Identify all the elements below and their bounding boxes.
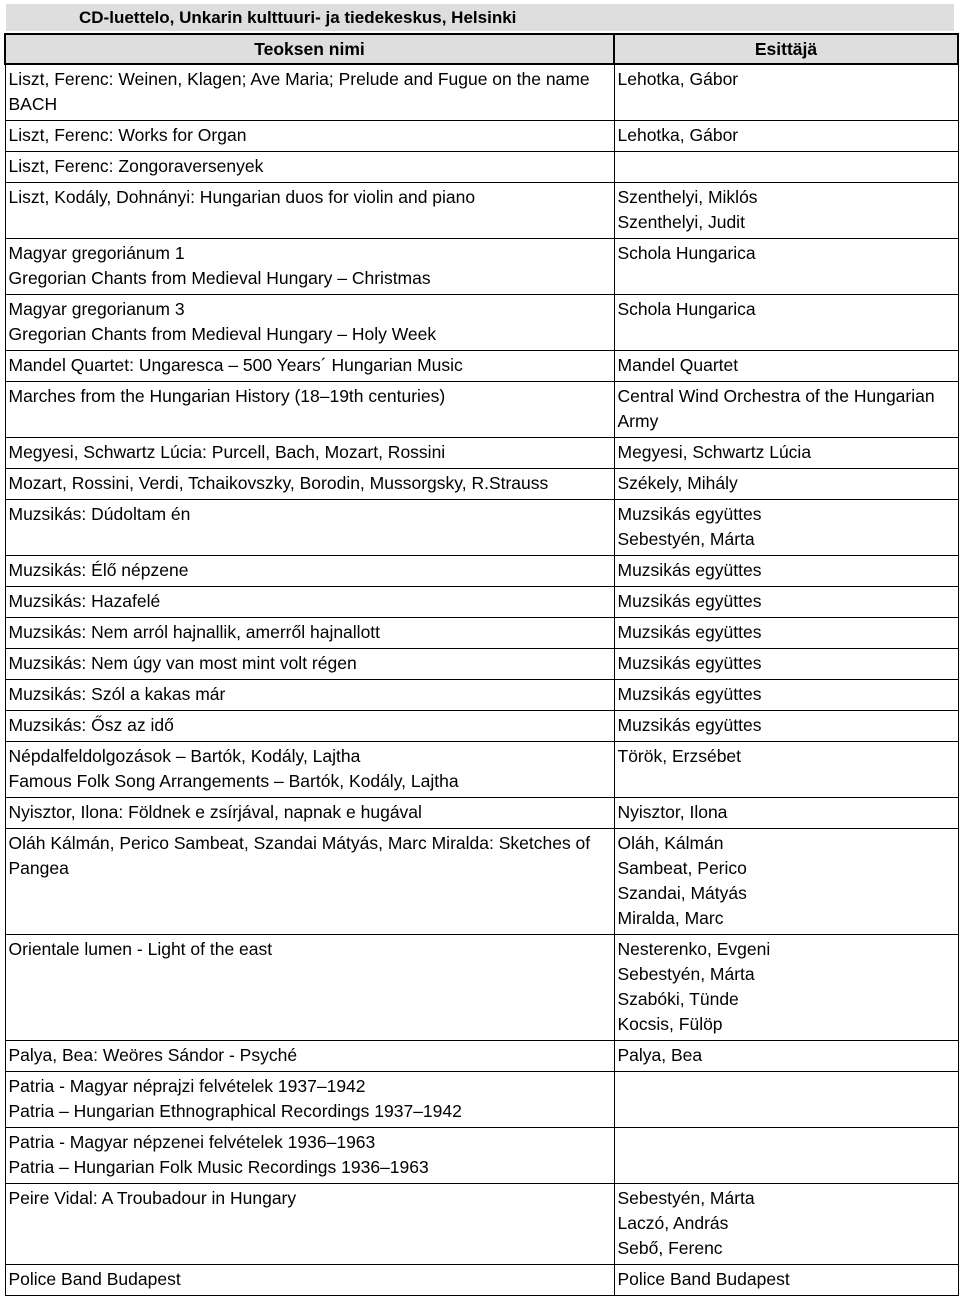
work-title-line: Peire Vidal: A Troubadour in Hungary <box>8 1188 297 1208</box>
work-title-line: Népdalfeldolgozások – Bartók, Kodály, Lajtha <box>8 746 361 766</box>
work-title-line: Orientale lumen - Light of the east <box>8 939 273 959</box>
performer-line: Police Band Budapest <box>617 1269 790 1289</box>
table-row <box>5 1072 958 1128</box>
table-row <box>5 798 958 829</box>
work-title-cell <box>5 587 614 618</box>
performer-line: Megyesi, Schwartz Lúcia <box>617 442 812 462</box>
performer-cell <box>614 500 958 556</box>
work-title-line: Muzsikás: Hazafelé <box>8 591 161 611</box>
work-title-cell <box>5 500 614 556</box>
performer-line: Nesterenko, Evgeni <box>617 939 771 959</box>
work-title-line: Palya, Bea: Weöres Sándor - Psyché <box>8 1045 298 1065</box>
work-title-cell <box>5 1128 614 1184</box>
performer-line: Muzsikás együttes <box>617 622 762 642</box>
table-row <box>5 152 958 183</box>
column-header-work: Teoksen nimi <box>5 34 614 64</box>
performer-line <box>618 154 955 179</box>
table-body <box>5 64 958 1296</box>
performer-cell <box>614 64 958 121</box>
work-title-cell <box>5 556 614 587</box>
table-row <box>5 64 958 121</box>
table-row <box>5 1265 958 1296</box>
work-title-cell <box>5 121 614 152</box>
work-title-line: Patria - Magyar néprajzi felvételek 1937–1942 <box>8 1076 366 1096</box>
document-title: CD-luettelo, Unkarin kulttuuri- ja tiedekeskus, Helsinki <box>6 4 954 31</box>
table-row <box>5 500 958 556</box>
table-header-row <box>5 34 958 64</box>
performer-line: Székely, Mihály <box>617 473 738 493</box>
performer-line: Kocsis, Fülöp <box>617 1014 723 1034</box>
performer-line: Szandai, Mátyás <box>617 883 747 903</box>
work-title-line: Magyar gregoriánum 1 <box>8 243 185 263</box>
work-title-cell <box>5 1041 614 1072</box>
table-row <box>5 351 958 382</box>
work-title-line: Mozart, Rossini, Verdi, Tchaikovszky, Borodin, Mussorgsky, R.Strauss <box>8 473 549 493</box>
performer-cell <box>614 587 958 618</box>
performer-line: Central Wind Orchestra of the Hungarian Army <box>617 386 935 431</box>
work-title-cell <box>5 742 614 798</box>
performer-cell <box>614 1128 958 1184</box>
work-title-cell <box>5 64 614 121</box>
work-title-line: Liszt, Ferenc: Zongoraversenyek <box>8 156 264 176</box>
work-title-cell <box>5 1184 614 1265</box>
performer-line <box>618 1074 955 1099</box>
work-title-line: Mandel Quartet: Ungaresca – 500 Years´ Hungarian Music <box>8 355 463 375</box>
work-title-line: Famous Folk Song Arrangements – Bartók, Kodály, Lajtha <box>8 771 459 791</box>
work-title-line: Muzsikás: Ősz az idő <box>8 715 174 735</box>
performer-line: Miralda, Marc <box>617 908 724 928</box>
performer-line: Szabóki, Tünde <box>617 989 739 1009</box>
table-row <box>5 239 958 295</box>
performer-line: Sambeat, Perico <box>617 858 747 878</box>
performer-cell <box>614 382 958 438</box>
work-title-line: Marches from the Hungarian History (18–19th centuries) <box>8 386 446 406</box>
performer-cell <box>614 469 958 500</box>
work-title-cell <box>5 1265 614 1296</box>
work-title-line: Muzsikás: Nem arról hajnallik, amerről hajnallott <box>8 622 381 642</box>
work-title-cell <box>5 382 614 438</box>
performer-line: Muzsikás együttes <box>617 715 762 735</box>
performer-line: Laczó, András <box>617 1213 729 1233</box>
performer-cell <box>614 556 958 587</box>
work-title-cell <box>5 649 614 680</box>
performer-line: Török, Erzsébet <box>617 746 742 766</box>
performer-line: Sebestyén, Márta <box>617 529 755 549</box>
table-row <box>5 742 958 798</box>
work-title-cell <box>5 798 614 829</box>
performer-line: Sebestyén, Márta <box>617 964 755 984</box>
work-title-line: Magyar gregorianum 3 <box>8 299 185 319</box>
table-row <box>5 680 958 711</box>
work-title-line: Oláh Kálmán, Perico Sambeat, Szandai Mátyás, Marc Miralda: Sketches of Pangea <box>8 833 591 878</box>
performer-cell <box>614 1184 958 1265</box>
performer-cell <box>614 295 958 351</box>
work-title-line: Patria - Magyar népzenei felvételek 1936–1963 <box>8 1132 376 1152</box>
work-title-line: Patria – Hungarian Folk Music Recordings 1936–1963 <box>8 1157 429 1177</box>
work-title-cell <box>5 295 614 351</box>
performer-cell <box>614 798 958 829</box>
performer-cell <box>614 1265 958 1296</box>
performer-line: Palya, Bea <box>617 1045 703 1065</box>
performer-line: Lehotka, Gábor <box>617 125 739 145</box>
work-title-cell <box>5 680 614 711</box>
performer-line <box>618 1130 955 1155</box>
performer-line: Schola Hungarica <box>617 299 756 319</box>
table-row <box>5 295 958 351</box>
cd-catalog-table <box>4 33 959 1296</box>
performer-line: Muzsikás együttes <box>617 560 762 580</box>
work-title-cell <box>5 152 614 183</box>
table-row <box>5 438 958 469</box>
work-title-line: Police Band Budapest <box>8 1269 181 1289</box>
table-row <box>5 1041 958 1072</box>
table-row <box>5 829 958 935</box>
table-row <box>5 382 958 438</box>
performer-cell <box>614 1041 958 1072</box>
work-title-cell <box>5 935 614 1041</box>
work-title-cell <box>5 469 614 500</box>
performer-line: Schola Hungarica <box>617 243 756 263</box>
work-title-line: Patria – Hungarian Ethnographical Recordings 1937–1942 <box>8 1101 462 1121</box>
table-row <box>5 618 958 649</box>
performer-cell <box>614 742 958 798</box>
work-title-line: Megyesi, Schwartz Lúcia: Purcell, Bach, Mozart, Rossini <box>8 442 446 462</box>
work-title-line: Muzsikás: Szól a kakas már <box>8 684 226 704</box>
performer-line: Nyisztor, Ilona <box>617 802 728 822</box>
performer-cell <box>614 1072 958 1128</box>
work-title-cell <box>5 711 614 742</box>
table-row <box>5 1128 958 1184</box>
performer-cell <box>614 935 958 1041</box>
performer-cell <box>614 239 958 295</box>
work-title-line: Nyisztor, Ilona: Földnek e zsírjával, napnak e hugával <box>8 802 422 822</box>
table-row <box>5 935 958 1041</box>
work-title-line: Muzsikás: Dúdoltam én <box>8 504 191 524</box>
table-row <box>5 711 958 742</box>
work-title-cell <box>5 1072 614 1128</box>
work-title-line: Liszt, Kodály, Dohnányi: Hungarian duos for violin and piano <box>8 187 476 207</box>
table-row <box>5 469 958 500</box>
performer-line: Muzsikás együttes <box>617 653 762 673</box>
performer-line: Szenthelyi, Judit <box>617 212 745 232</box>
performer-line: Muzsikás együttes <box>617 504 762 524</box>
work-title-line: Gregorian Chants from Medieval Hungary – Christmas <box>8 268 431 288</box>
performer-line: Szenthelyi, Miklós <box>617 187 758 207</box>
performer-line: Oláh, Kálmán <box>617 833 724 853</box>
work-title-line: Muzsikás: Élő népzene <box>8 560 189 580</box>
table-row <box>5 121 958 152</box>
work-title-cell <box>5 618 614 649</box>
table-row <box>5 649 958 680</box>
work-title-line: Liszt, Ferenc: Works for Organ <box>8 125 247 145</box>
work-title-line: Muzsikás: Nem úgy van most mint volt régen <box>8 653 357 673</box>
table-row <box>5 587 958 618</box>
performer-cell <box>614 649 958 680</box>
work-title-cell <box>5 239 614 295</box>
work-title-line: Liszt, Ferenc: Weinen, Klagen; Ave Maria; Prelude and Fugue on the name BACH <box>8 69 590 114</box>
table-row <box>5 1184 958 1265</box>
performer-line: Mandel Quartet <box>617 355 739 375</box>
work-title-cell <box>5 351 614 382</box>
work-title-cell <box>5 183 614 239</box>
work-title-cell <box>5 438 614 469</box>
performer-line: Sebestyén, Márta <box>617 1188 755 1208</box>
table-row <box>5 556 958 587</box>
performer-line: Lehotka, Gábor <box>617 69 739 89</box>
work-title-line: Gregorian Chants from Medieval Hungary – Holy Week <box>8 324 437 344</box>
performer-cell <box>614 711 958 742</box>
performer-cell <box>614 438 958 469</box>
performer-cell <box>614 152 958 183</box>
performer-cell <box>614 680 958 711</box>
performer-cell <box>614 829 958 935</box>
performer-line: Sebő, Ferenc <box>617 1238 723 1258</box>
performer-cell <box>614 351 958 382</box>
performer-cell <box>614 121 958 152</box>
performer-cell <box>614 183 958 239</box>
performer-line: Muzsikás együttes <box>617 684 762 704</box>
table-row <box>5 183 958 239</box>
work-title-cell <box>5 829 614 935</box>
performer-line: Muzsikás együttes <box>617 591 762 611</box>
column-header-performer: Esittäjä <box>614 34 958 64</box>
performer-cell <box>614 618 958 649</box>
